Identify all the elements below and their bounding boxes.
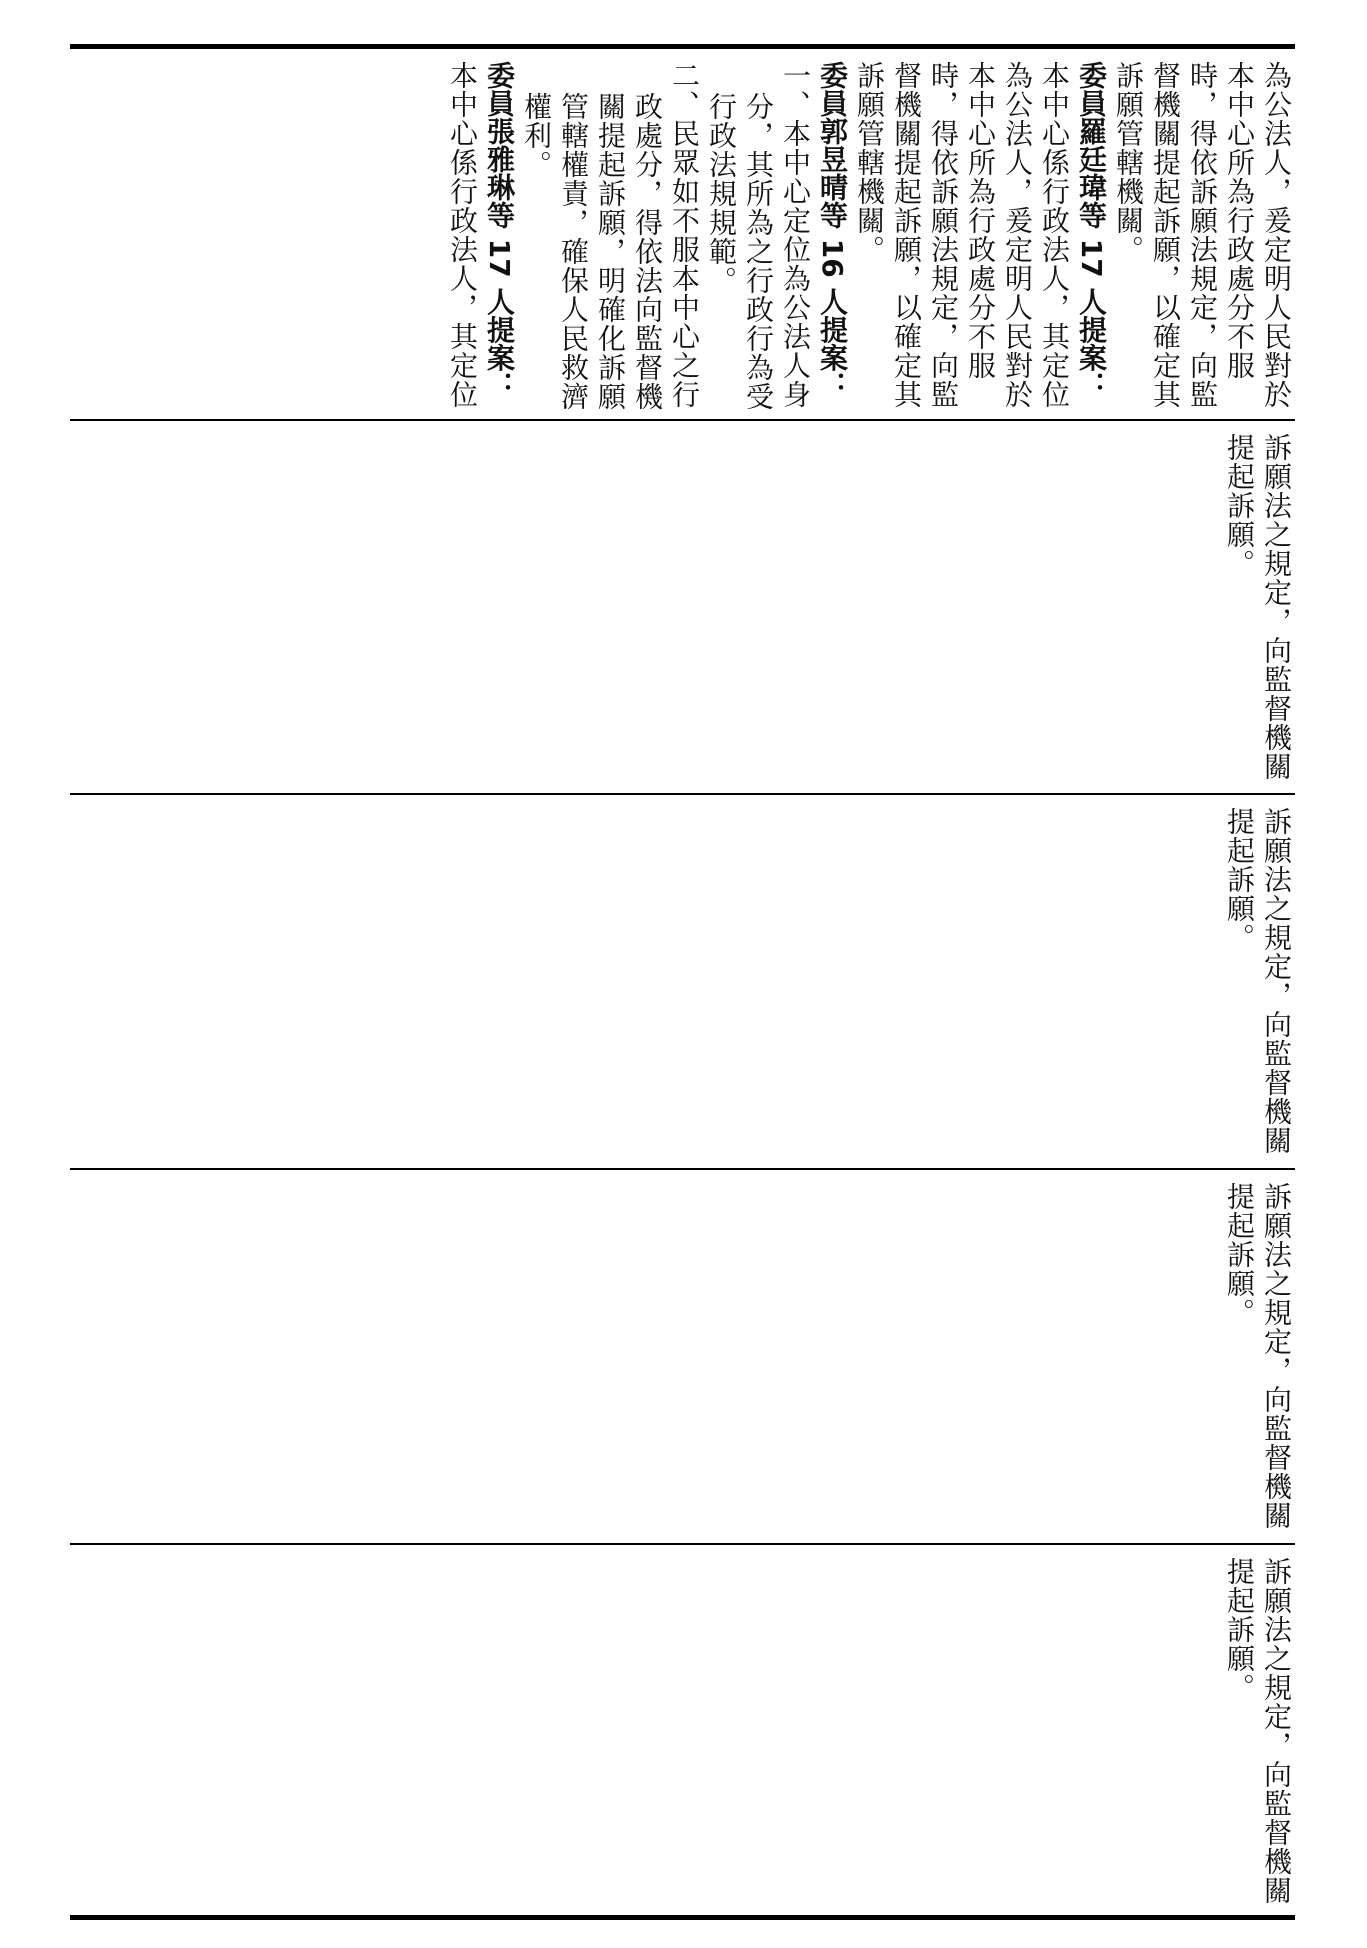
- table-cell-explanation: [80, 49, 1295, 419]
- proposer-heading: 委員羅廷瑋等 17 人提案：: [1075, 61, 1108, 400]
- cell-paragraph: 訴願法之規定，向監督機關提起訴願。: [1223, 1557, 1293, 1905]
- table-cell: [80, 421, 1295, 793]
- list-item: 二、民眾如不服本中心之行政處分，得依法向監督機關提起訴願，明確化訴願管轄權責，確保人民救濟權利。: [520, 61, 701, 411]
- cell-paragraph: 訴願法之規定，向監督機關提起訴願。: [1223, 1182, 1293, 1530]
- cell-paragraph: 訴願法之規定，向監督機關提起訴願。: [1223, 433, 1293, 781]
- list-item: 一、本中心定位為公法人身分，其所為之行政行為受行政法規規範。: [705, 61, 812, 411]
- cell-paragraph: 本中心係行政法人，其定位為公法人，爰定明人民對於本中心所為行政處分不服時，得依訴願法規定，向監督機關提起訴願，以確定其訴願管轄機關。: [853, 61, 1071, 409]
- proposer-heading: 委員郭昱晴等 16 人提案：: [816, 61, 849, 400]
- cell-paragraph: 本中心係行政法人，其定位: [446, 61, 479, 409]
- table-cell: [80, 1545, 1295, 1915]
- cell-paragraph: 訴願法之規定，向監督機關提起訴願。: [1223, 807, 1293, 1155]
- table-cell: [80, 795, 1295, 1168]
- table-cell: [80, 1170, 1295, 1543]
- proposer-heading: 委員張雅琳等 17 人提案：: [483, 61, 516, 400]
- bottom-border: [70, 1915, 1295, 1920]
- cell-paragraph: 為公法人，爰定明人民對於本中心所為行政處分不服時，得依訴願法規定，向監督機關提起訴願，以確定其訴願管轄機關。: [1112, 61, 1293, 409]
